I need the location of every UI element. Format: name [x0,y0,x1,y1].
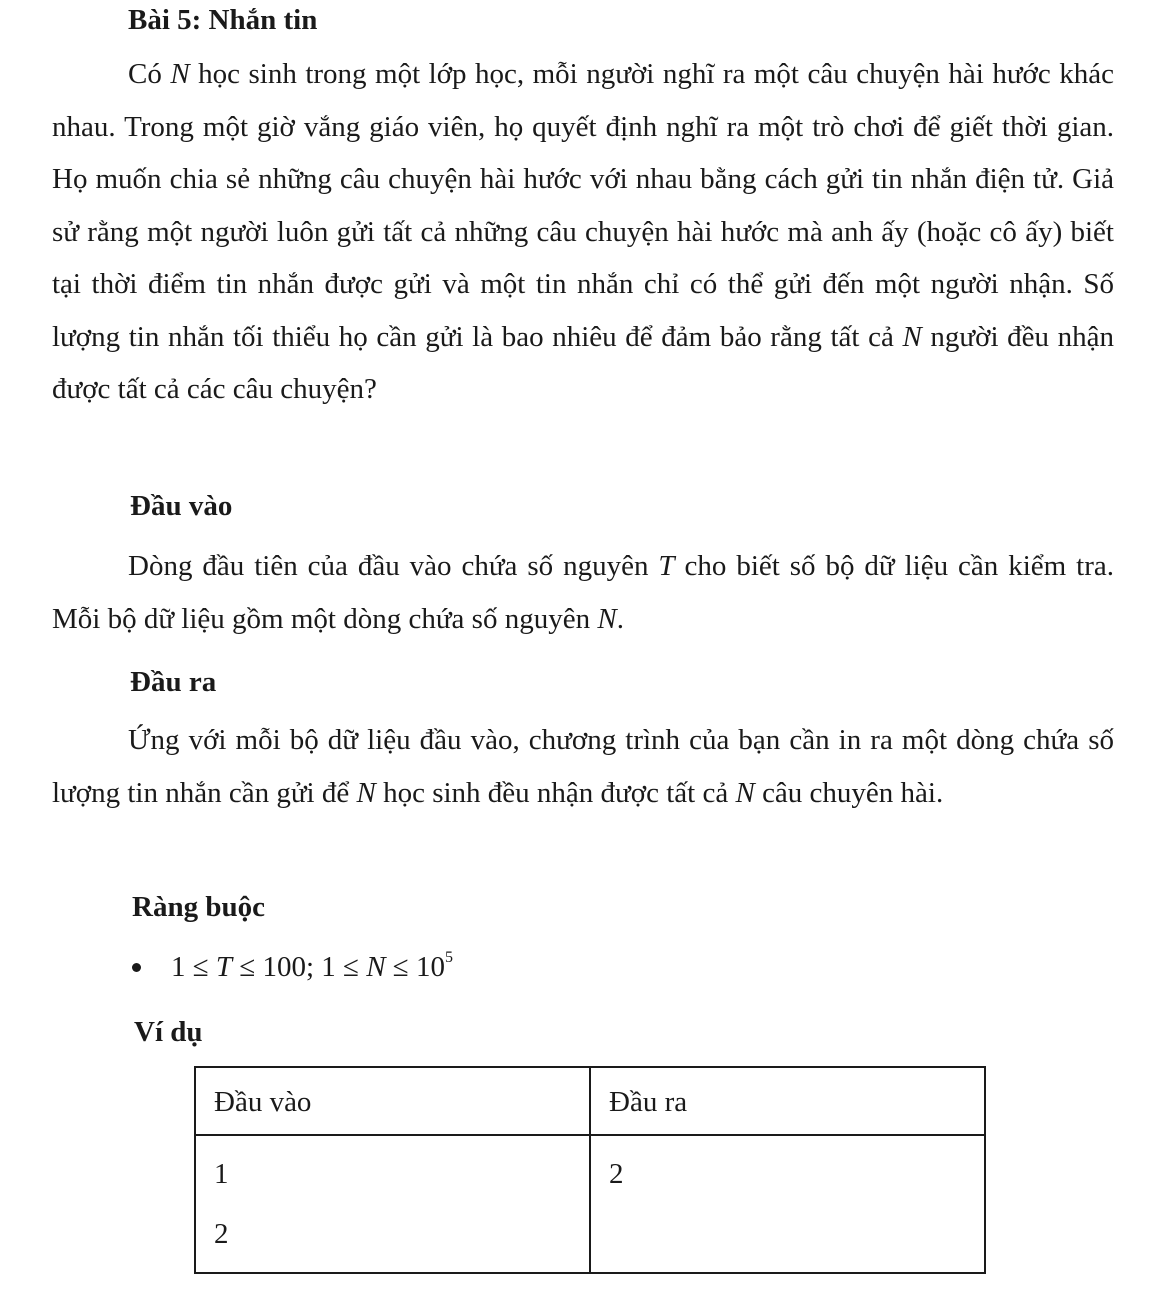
input-description [52,540,1114,645]
text-segment: cho biết số bộ dữ liệu cần kiểm tra. Mỗi bộ dữ liệu gồm một dòng chứa số nguyên [52,550,1114,635]
output-heading: Đầu ra [130,666,217,698]
variable: N [902,320,922,353]
text-segment: . [616,602,624,635]
text-segment: Dòng đầu tiên của đầu vào chứa số nguyên [128,550,659,582]
input-line: 1 [214,1158,229,1190]
table-row [195,1135,985,1273]
text-segment: câu chuyên hài. [754,776,944,809]
variable: N [735,776,755,809]
problem-title: Bài 5: Nhắn tin [128,4,318,36]
text-segment: người đều nhận được tất cả các câu chuyện? [52,320,1114,405]
input-line: 2 [214,1218,229,1250]
column-header-input: Đầu vào [195,1067,590,1135]
variable: T [215,951,233,983]
text-segment: Có [128,58,171,90]
output-line: 2 [609,1158,624,1190]
table-header-row [195,1067,985,1135]
text-segment: ≤ 10 [385,951,445,983]
text-segment: ≤ 100; 1 ≤ [232,951,367,983]
variable: T [658,550,675,582]
constraint-item [132,950,453,982]
column-header-output: Đầu ra [590,1067,985,1135]
example-table [194,1066,986,1274]
bullet-icon [132,963,141,972]
variable: N [366,951,386,983]
constraints-heading: Ràng buộc [132,891,265,923]
example-heading: Ví dụ [134,1016,203,1048]
input-cell [195,1135,590,1273]
text-segment: Ứng với mỗi bộ dữ liệu đầu vào, chương trình của bạn cần in ra một dòng chứa số lượng tin nhắn cần gửi để [52,724,1114,809]
text-segment: học sinh đều nhận được tất cả [375,776,736,809]
output-cell [590,1135,985,1273]
variable: N [170,58,190,90]
problem-statement [52,48,1114,416]
variable: N [597,602,617,635]
exponent: 5 [444,949,453,966]
input-heading: Đầu vào [130,490,233,522]
text-segment: 1 ≤ [171,951,216,983]
output-description [52,714,1114,819]
text-segment: học sinh trong một lớp học, mỗi người nghĩ ra một câu chuyện hài hước khác nhau. Trong một giờ vắng giáo viên, họ quyết định nghĩ ra một trò chơi để giết thời gian. Họ muốn chia sẻ những câu chuyện hài hước với nhau bằng cách gửi tin nhắn điện tử. Giả sử rằng một người luôn gửi tất cả những câu chuyện hài hước mà anh ấy (hoặc cô ấy) biết tại thời điểm tin nhắn được gửi và một tin nhắn chỉ có thể gửi đến một người nhận. Số lượng tin nhắn tối thiểu họ cần gửi là bao nhiêu để đảm bảo rằng tất cả [52,58,1114,353]
variable: N [356,776,376,809]
